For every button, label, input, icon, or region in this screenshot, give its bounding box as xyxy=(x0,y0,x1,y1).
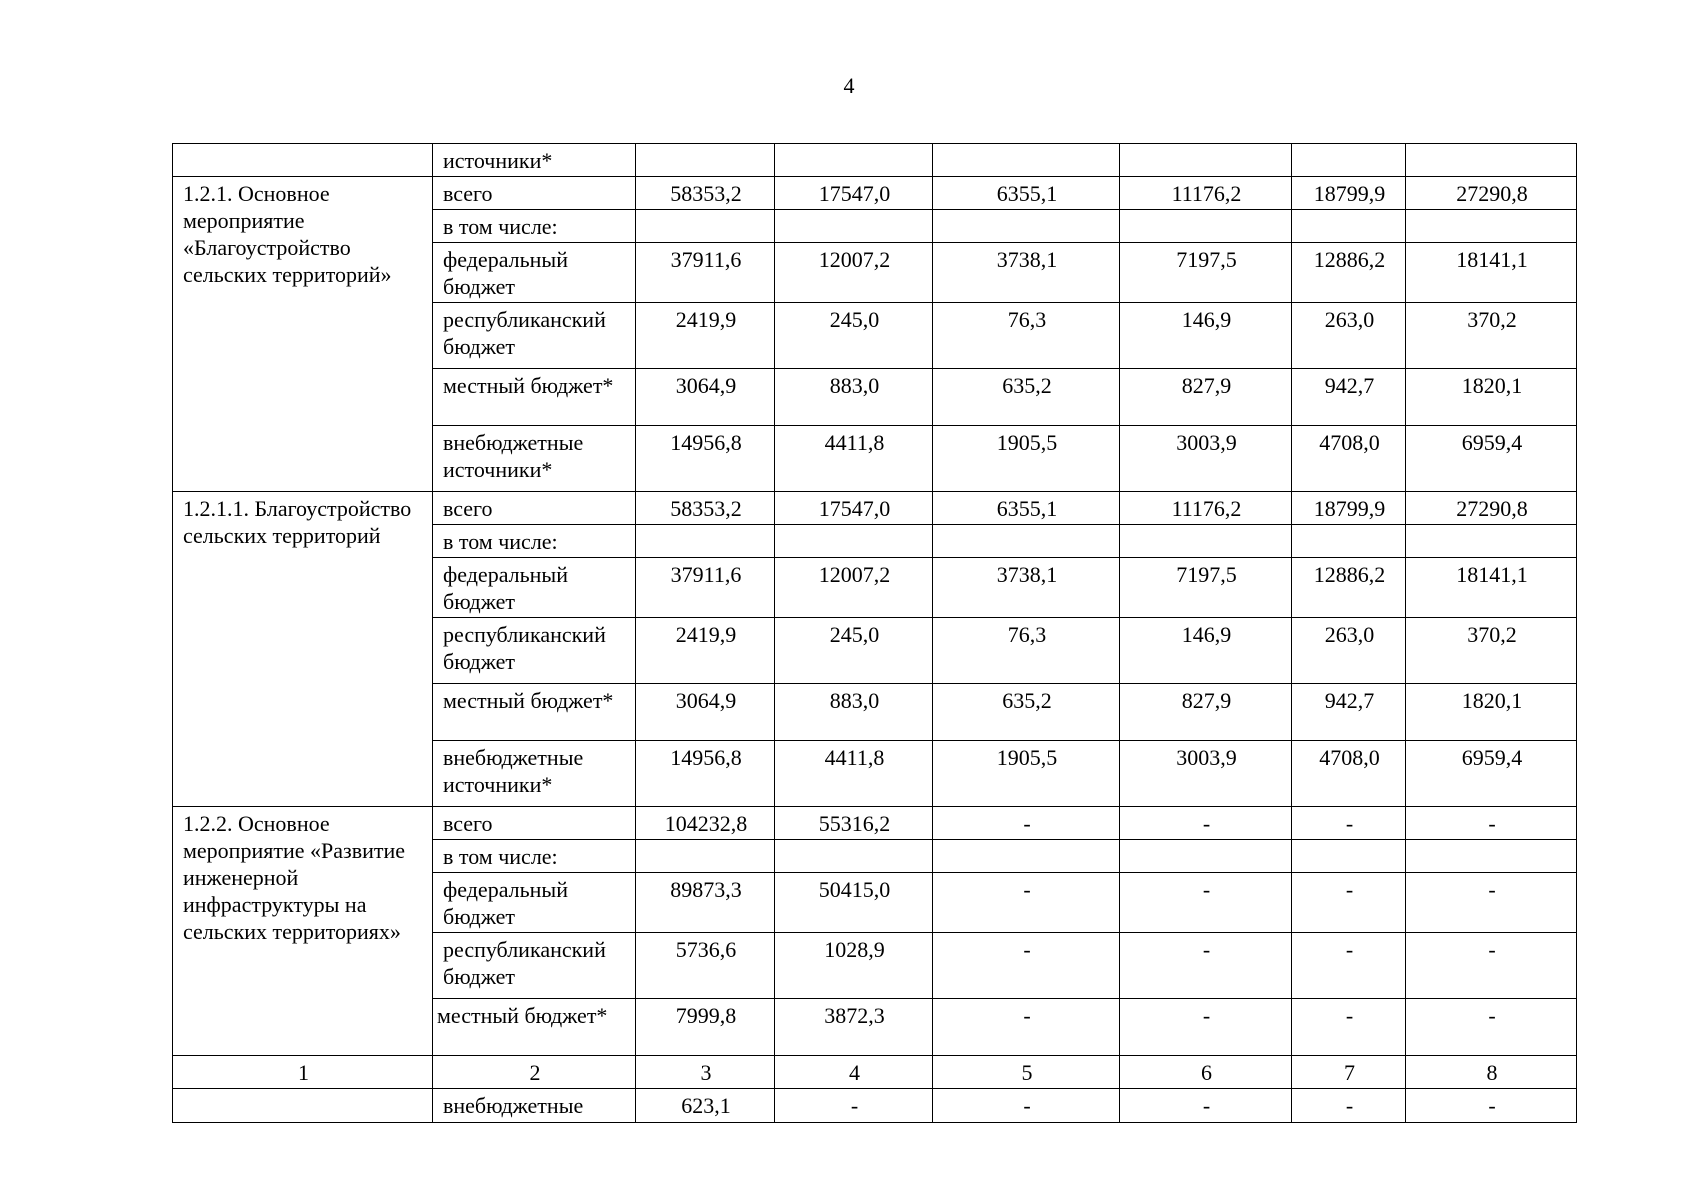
value-cell: 18141,1 xyxy=(1406,558,1577,618)
value-cell xyxy=(1120,840,1292,873)
column-number-cell: 6 xyxy=(1120,1056,1292,1089)
column-numbers-row xyxy=(173,1056,1577,1089)
value-cell: - xyxy=(1406,873,1577,933)
value-cell: 17547,0 xyxy=(775,177,933,210)
page-number: 4 xyxy=(843,73,855,98)
value-cell: - xyxy=(933,999,1120,1056)
column-number-cell: 2 xyxy=(433,1056,636,1089)
source-cell: источники* xyxy=(433,144,636,177)
value-cell: 50415,0 xyxy=(775,873,933,933)
value-cell xyxy=(1120,210,1292,243)
value-cell: 14956,8 xyxy=(636,741,775,807)
value-cell xyxy=(1406,525,1577,558)
source-cell: местный бюджет* xyxy=(433,999,636,1056)
value-cell: - xyxy=(1120,999,1292,1056)
source-cell: федеральный бюджет xyxy=(433,243,636,303)
value-cell: - xyxy=(1292,873,1406,933)
table-row xyxy=(173,492,1577,525)
column-number-cell: 4 xyxy=(775,1056,933,1089)
value-cell xyxy=(1406,144,1577,177)
value-cell: 2419,9 xyxy=(636,303,775,369)
value-cell: 3064,9 xyxy=(636,684,775,741)
source-cell: в том числе: xyxy=(433,210,636,243)
value-cell: 37911,6 xyxy=(636,243,775,303)
value-cell: 245,0 xyxy=(775,618,933,684)
table-row xyxy=(173,1089,1577,1123)
budget-table xyxy=(172,143,1577,1123)
value-cell xyxy=(933,144,1120,177)
value-cell: 1820,1 xyxy=(1406,684,1577,741)
value-cell: - xyxy=(1292,1089,1406,1123)
value-cell xyxy=(1292,210,1406,243)
value-cell: 6355,1 xyxy=(933,492,1120,525)
value-cell xyxy=(933,525,1120,558)
value-cell xyxy=(636,210,775,243)
value-cell: 827,9 xyxy=(1120,684,1292,741)
value-cell: - xyxy=(1120,1089,1292,1123)
value-cell: 827,9 xyxy=(1120,369,1292,426)
value-cell: 58353,2 xyxy=(636,492,775,525)
value-cell: 89873,3 xyxy=(636,873,775,933)
source-cell: всего xyxy=(433,492,636,525)
column-number-cell: 3 xyxy=(636,1056,775,1089)
event-name-cell: 1.2.1.1. Благоустройство сельских территорий xyxy=(173,492,433,807)
event-name-cell: 1.2.1. Основное мероприятие «Благоустройство сельских территорий» xyxy=(173,177,433,492)
value-cell: 11176,2 xyxy=(1120,177,1292,210)
value-cell: 7197,5 xyxy=(1120,558,1292,618)
table-body xyxy=(173,144,1577,1123)
source-cell: внебюджетные xyxy=(433,1089,636,1123)
source-cell: федеральный бюджет xyxy=(433,558,636,618)
value-cell: - xyxy=(1292,807,1406,840)
value-cell xyxy=(1406,840,1577,873)
column-number-cell: 7 xyxy=(1292,1056,1406,1089)
value-cell: 14956,8 xyxy=(636,426,775,492)
value-cell: 263,0 xyxy=(1292,618,1406,684)
event-name-cell xyxy=(173,1089,433,1123)
value-cell: 5736,6 xyxy=(636,933,775,999)
value-cell: 12007,2 xyxy=(775,243,933,303)
value-cell: 883,0 xyxy=(775,684,933,741)
table-row xyxy=(173,177,1577,210)
value-cell: - xyxy=(1406,807,1577,840)
value-cell: - xyxy=(933,1089,1120,1123)
value-cell xyxy=(636,144,775,177)
value-cell: 27290,8 xyxy=(1406,492,1577,525)
value-cell: 12007,2 xyxy=(775,558,933,618)
value-cell: 4411,8 xyxy=(775,426,933,492)
value-cell: 18799,9 xyxy=(1292,492,1406,525)
value-cell xyxy=(1292,525,1406,558)
value-cell: - xyxy=(1406,1089,1577,1123)
value-cell: 18141,1 xyxy=(1406,243,1577,303)
value-cell: 370,2 xyxy=(1406,303,1577,369)
value-cell xyxy=(1292,144,1406,177)
value-cell: 17547,0 xyxy=(775,492,933,525)
value-cell: 6959,4 xyxy=(1406,741,1577,807)
value-cell xyxy=(775,525,933,558)
value-cell: 3003,9 xyxy=(1120,426,1292,492)
value-cell: 3738,1 xyxy=(933,243,1120,303)
source-cell: внебюджетные источники* xyxy=(433,741,636,807)
value-cell: 146,9 xyxy=(1120,618,1292,684)
value-cell: 635,2 xyxy=(933,684,1120,741)
value-cell xyxy=(1406,210,1577,243)
value-cell: 1028,9 xyxy=(775,933,933,999)
table-row xyxy=(173,807,1577,840)
value-cell: 76,3 xyxy=(933,303,1120,369)
column-number-cell: 1 xyxy=(173,1056,433,1089)
value-cell xyxy=(775,210,933,243)
value-cell: 263,0 xyxy=(1292,303,1406,369)
value-cell: 37911,6 xyxy=(636,558,775,618)
value-cell: 18799,9 xyxy=(1292,177,1406,210)
value-cell xyxy=(775,144,933,177)
value-cell: - xyxy=(1292,933,1406,999)
value-cell: - xyxy=(1120,873,1292,933)
event-name-cell xyxy=(173,144,433,177)
value-cell: 4708,0 xyxy=(1292,741,1406,807)
value-cell xyxy=(636,840,775,873)
value-cell: - xyxy=(1120,933,1292,999)
value-cell: 76,3 xyxy=(933,618,1120,684)
value-cell: 104232,8 xyxy=(636,807,775,840)
value-cell xyxy=(933,840,1120,873)
value-cell xyxy=(1120,144,1292,177)
value-cell xyxy=(636,525,775,558)
value-cell: - xyxy=(1120,807,1292,840)
source-cell: внебюджетные источники* xyxy=(433,426,636,492)
value-cell: 7999,8 xyxy=(636,999,775,1056)
source-cell: республиканский бюджет xyxy=(433,618,636,684)
value-cell: 7197,5 xyxy=(1120,243,1292,303)
source-cell: всего xyxy=(433,177,636,210)
value-cell: 1905,5 xyxy=(933,741,1120,807)
table-row xyxy=(173,144,1577,177)
value-cell: - xyxy=(933,933,1120,999)
source-cell: республиканский бюджет xyxy=(433,303,636,369)
value-cell: 4411,8 xyxy=(775,741,933,807)
event-name-cell: 1.2.2. Основное мероприятие «Развитие инженерной инфраструктуры на сельских территориях» xyxy=(173,807,433,1056)
source-cell: местный бюджет* xyxy=(433,369,636,426)
value-cell: 11176,2 xyxy=(1120,492,1292,525)
value-cell: 1905,5 xyxy=(933,426,1120,492)
value-cell: 3872,3 xyxy=(775,999,933,1056)
column-number-cell: 8 xyxy=(1406,1056,1577,1089)
value-cell: 1820,1 xyxy=(1406,369,1577,426)
value-cell: 942,7 xyxy=(1292,369,1406,426)
value-cell: 55316,2 xyxy=(775,807,933,840)
source-cell: в том числе: xyxy=(433,525,636,558)
value-cell: 370,2 xyxy=(1406,618,1577,684)
value-cell: 58353,2 xyxy=(636,177,775,210)
value-cell: 635,2 xyxy=(933,369,1120,426)
value-cell: 3738,1 xyxy=(933,558,1120,618)
source-cell: всего xyxy=(433,807,636,840)
value-cell: 2419,9 xyxy=(636,618,775,684)
value-cell: 12886,2 xyxy=(1292,558,1406,618)
value-cell: 623,1 xyxy=(636,1089,775,1123)
column-number-cell: 5 xyxy=(933,1056,1120,1089)
source-cell: в том числе: xyxy=(433,840,636,873)
value-cell: 6959,4 xyxy=(1406,426,1577,492)
source-cell: федеральный бюджет xyxy=(433,873,636,933)
value-cell xyxy=(1292,840,1406,873)
value-cell xyxy=(933,210,1120,243)
source-cell: республиканский бюджет xyxy=(433,933,636,999)
value-cell: 883,0 xyxy=(775,369,933,426)
value-cell: - xyxy=(775,1089,933,1123)
value-cell: - xyxy=(1406,999,1577,1056)
value-cell xyxy=(1120,525,1292,558)
value-cell: 245,0 xyxy=(775,303,933,369)
value-cell: 3003,9 xyxy=(1120,741,1292,807)
source-cell: местный бюджет* xyxy=(433,684,636,741)
value-cell: 27290,8 xyxy=(1406,177,1577,210)
value-cell: 942,7 xyxy=(1292,684,1406,741)
value-cell: - xyxy=(1406,933,1577,999)
value-cell: 3064,9 xyxy=(636,369,775,426)
value-cell: 4708,0 xyxy=(1292,426,1406,492)
value-cell: - xyxy=(1292,999,1406,1056)
value-cell: 12886,2 xyxy=(1292,243,1406,303)
value-cell: 146,9 xyxy=(1120,303,1292,369)
value-cell: - xyxy=(933,873,1120,933)
value-cell: - xyxy=(933,807,1120,840)
value-cell: 6355,1 xyxy=(933,177,1120,210)
value-cell xyxy=(775,840,933,873)
